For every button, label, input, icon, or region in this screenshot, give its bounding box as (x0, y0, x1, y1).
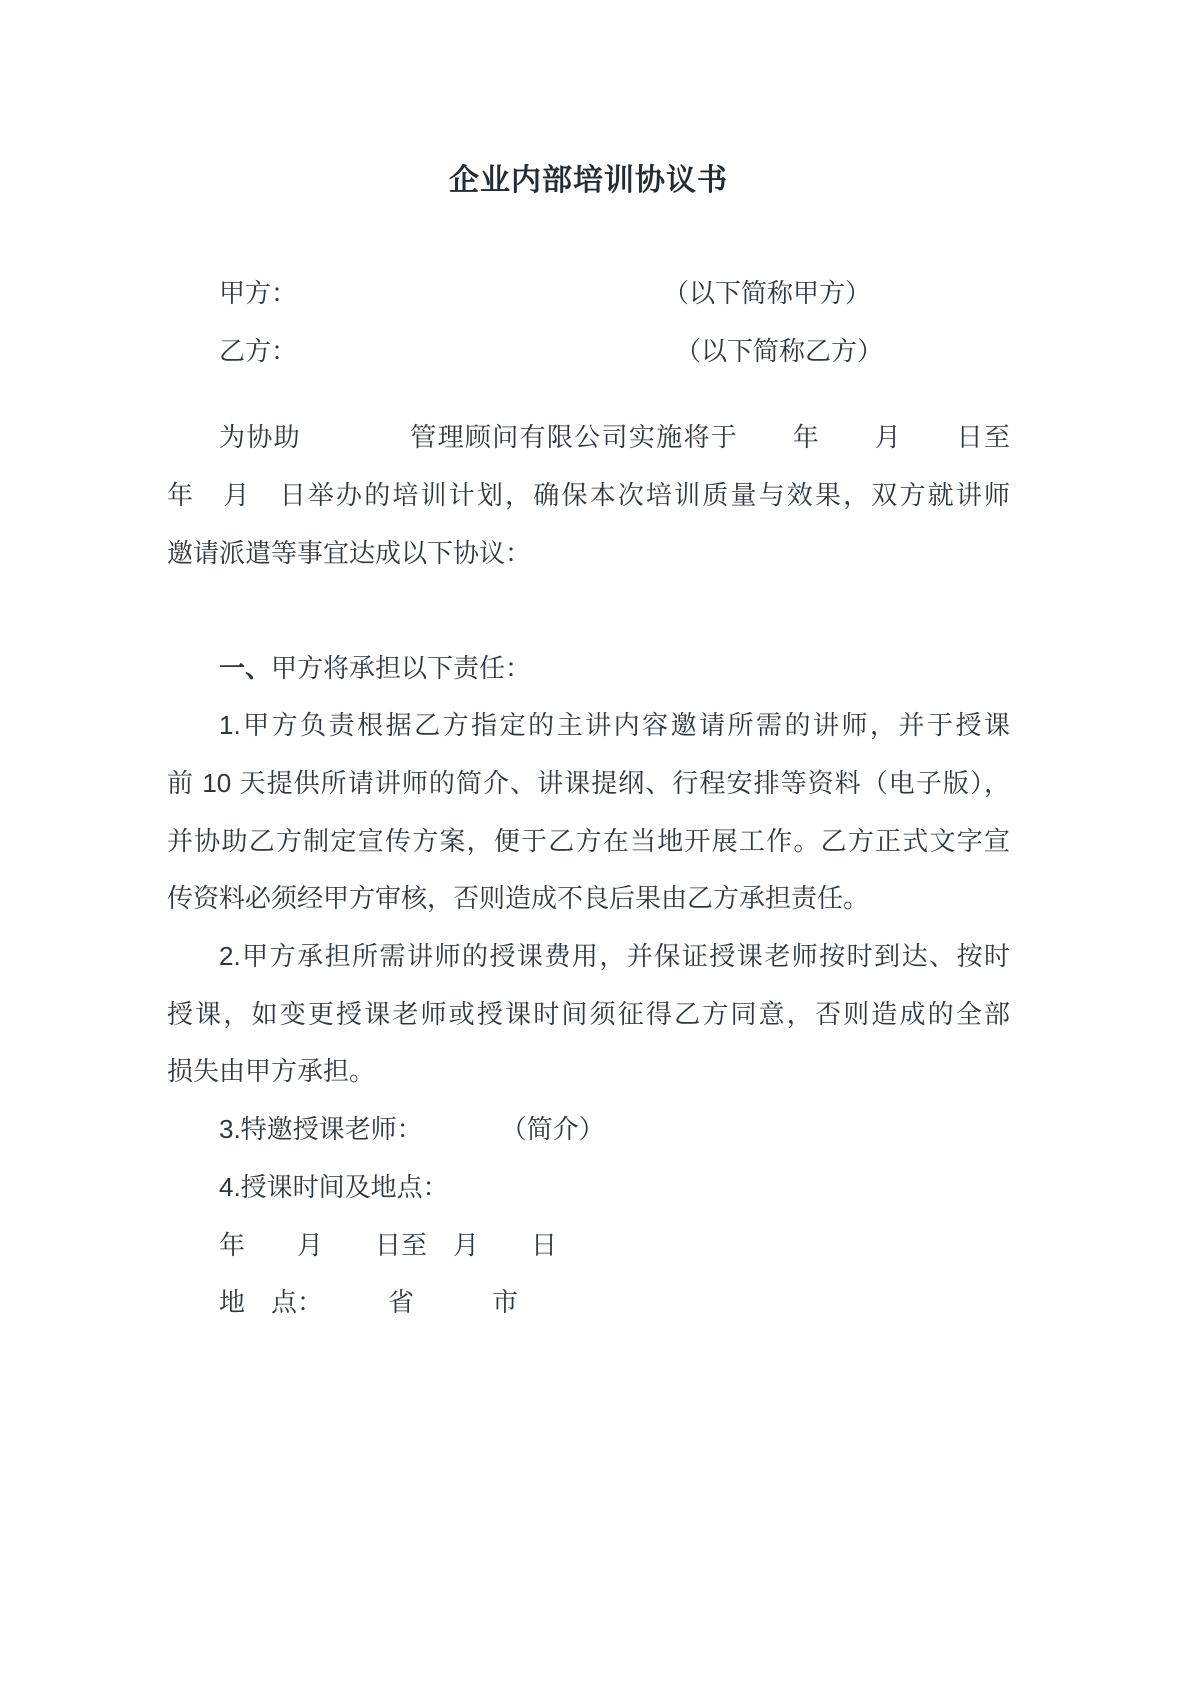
location-fill-in-line: 地 点： 省 市 (219, 1287, 519, 1318)
clause-line: 2.甲方承担所需讲师的授课费用，并保证授课老师按时到达、按时 (219, 941, 1010, 972)
parties-block (167, 265, 1010, 380)
clause-1-paragraph (167, 697, 1010, 928)
clause-line: 传资料必须经甲方审核，否则造成不良后果由乙方承担责任。 (167, 883, 870, 914)
clause-2-paragraph (167, 928, 1010, 1101)
party-b-note: （以下简称乙方） (675, 335, 884, 366)
clause-line: 授课，如变更授课老师或授课时间须征得乙方同意，否则造成的全部 (167, 998, 1010, 1029)
clause-line: 并协助乙方制定宣传方案，便于乙方在当地开展工作。乙方正式文字宣 (167, 825, 1010, 856)
section-one-heading-text: 甲方将承担以下责任： (271, 652, 532, 683)
intro-paragraph (167, 409, 1010, 582)
party-a-line (167, 265, 1010, 323)
document-content (167, 0, 1010, 1332)
party-b-fill-in-blank (297, 359, 675, 360)
document-title: 企业内部培训协议书 (449, 164, 728, 197)
section-one-heading (167, 640, 1010, 698)
clause-line: 前 10 天提供所请讲师的简介、讲课提纲、行程安排等资料（电子版）， (167, 767, 1010, 798)
party-a-fill-in-blank (297, 301, 663, 302)
party-a-label: 甲方： (219, 278, 298, 308)
intro-line: 年 月 日举办的培训计划，确保本次培训质量与效果，双方就讲师 (167, 480, 1010, 511)
schedule-fill-in-line: 年 月 日至 月 日 (219, 1229, 558, 1260)
clause-line: 1.甲方负责根据乙方指定的主讲内容邀请所需的讲师，并于授课 (219, 710, 1010, 741)
clause-line: 损失由甲方承担。 (167, 1056, 376, 1087)
intro-line: 为协助 管理顾问有限公司实施将于 年 月 日至 (219, 422, 1010, 453)
clause-3-line: 3.特邀授课老师： （简介） (219, 1114, 605, 1145)
clause-4-line: 4.授课时间及地点： (219, 1171, 449, 1202)
party-a-note: （以下简称甲方） (663, 278, 872, 308)
intro-line: 邀请派遣等事宜达成以下协议： (167, 537, 532, 568)
party-b-label: 乙方： (219, 335, 298, 366)
section-one-marker: 一、 (219, 652, 272, 683)
party-b-line (167, 323, 1010, 381)
